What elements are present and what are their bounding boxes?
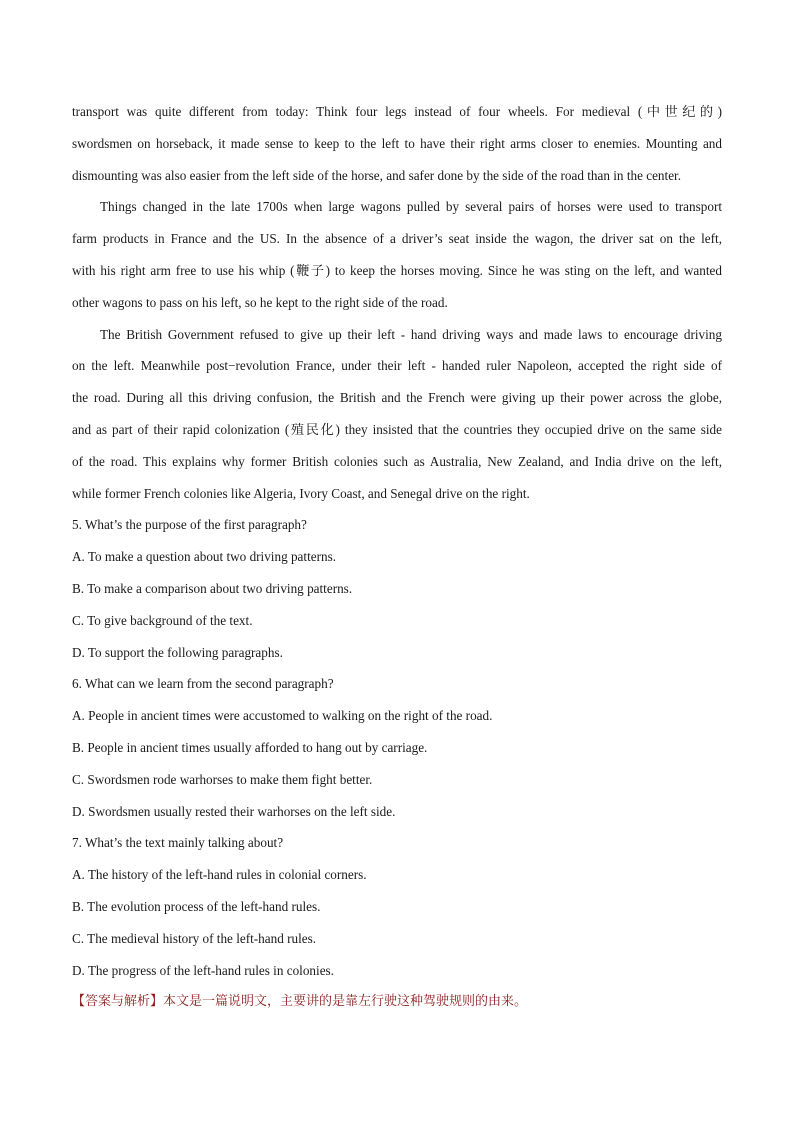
paragraph-line: the road. During all this driving confusion, the British and the French were giving up their power across the globe, <box>72 390 722 406</box>
document-content <box>72 96 722 1018</box>
paragraph-line: with his right arm free to use his whip (鞭子) to keep the horses moving. Since he was sting on the left, and wanted <box>72 262 722 278</box>
option-d: D. To support the following paragraphs. <box>72 644 283 660</box>
paragraph-2 <box>72 191 722 318</box>
paragraph-line: Things changed in the late 1700s when large wagons pulled by several pairs of horses were used to transport <box>100 199 722 215</box>
option-c: C. To give background of the text. <box>72 612 253 628</box>
paragraph-line: on the left. Meanwhile post−revolution France, under their left - handed ruler Napoleon, accepted the right side of <box>72 358 722 374</box>
paragraph-line: and as part of their rapid colonization (殖民化) they insisted that the countries they occupied drive on the same side <box>72 421 722 437</box>
option-a: A. People in ancient times were accustomed to walking on the right of the road. <box>72 708 493 724</box>
paragraph-3 <box>72 319 722 510</box>
option-d: D. Swordsmen usually rested their warhorses on the left side. <box>72 803 396 819</box>
option-b: B. The evolution process of the left-hand rules. <box>72 898 321 914</box>
question-6 <box>72 668 722 827</box>
option-b: B. To make a comparison about two driving patterns. <box>72 580 353 596</box>
paragraph-1 <box>72 96 722 191</box>
question-7 <box>72 827 722 986</box>
paragraph-line: other wagons to pass on his left, so he kept to the right side of the road. <box>72 294 448 310</box>
option-d: D. The progress of the left-hand rules in colonies. <box>72 962 334 978</box>
question-5 <box>72 509 722 668</box>
paragraph-line: The British Government refused to give up their left - hand driving ways and made laws to encourage driving <box>100 326 722 342</box>
answer-explanation: 【答案与解析】本文是一篇说明文，主要讲的是靠左行驶这种驾驶规则的由来。 <box>72 994 528 1010</box>
paragraph-line: of the road. This explains why former British colonies such as Australia, New Zealand, and India drive on the left, <box>72 453 722 469</box>
paragraph-line: farm products in France and the US. In the absence of a driver’s seat inside the wagon, the driver sat on the left, <box>72 231 722 247</box>
option-b: B. People in ancient times usually afforded to hang out by carriage. <box>72 739 428 755</box>
question-stem: 6. What can we learn from the second paragraph? <box>72 676 334 692</box>
paragraph-line: transport was quite different from today: Think four legs instead of four wheels. For medieval (中世纪的) <box>72 104 722 119</box>
paragraph-line: dismounting was also easier from the left side of the horse, and safer done by the side of the road than in the center. <box>72 167 682 183</box>
paragraph-line: while former French colonies like Algeria, Ivory Coast, and Senegal drive on the right. <box>72 485 530 501</box>
option-c: C. The medieval history of the left-hand rules. <box>72 930 317 946</box>
option-a: A. To make a question about two driving patterns. <box>72 549 337 565</box>
option-c: C. Swordsmen rode warhorses to make them fight better. <box>72 771 373 787</box>
paragraph-line: swordsmen on horseback, it made sense to keep to the left to have their right arms closer to enemies. Mounting and <box>72 135 722 151</box>
question-stem: 7. What’s the text mainly talking about? <box>72 835 284 851</box>
option-a: A. The history of the left-hand rules in colonial corners. <box>72 867 367 883</box>
question-stem: 5. What’s the purpose of the first paragraph? <box>72 517 307 533</box>
